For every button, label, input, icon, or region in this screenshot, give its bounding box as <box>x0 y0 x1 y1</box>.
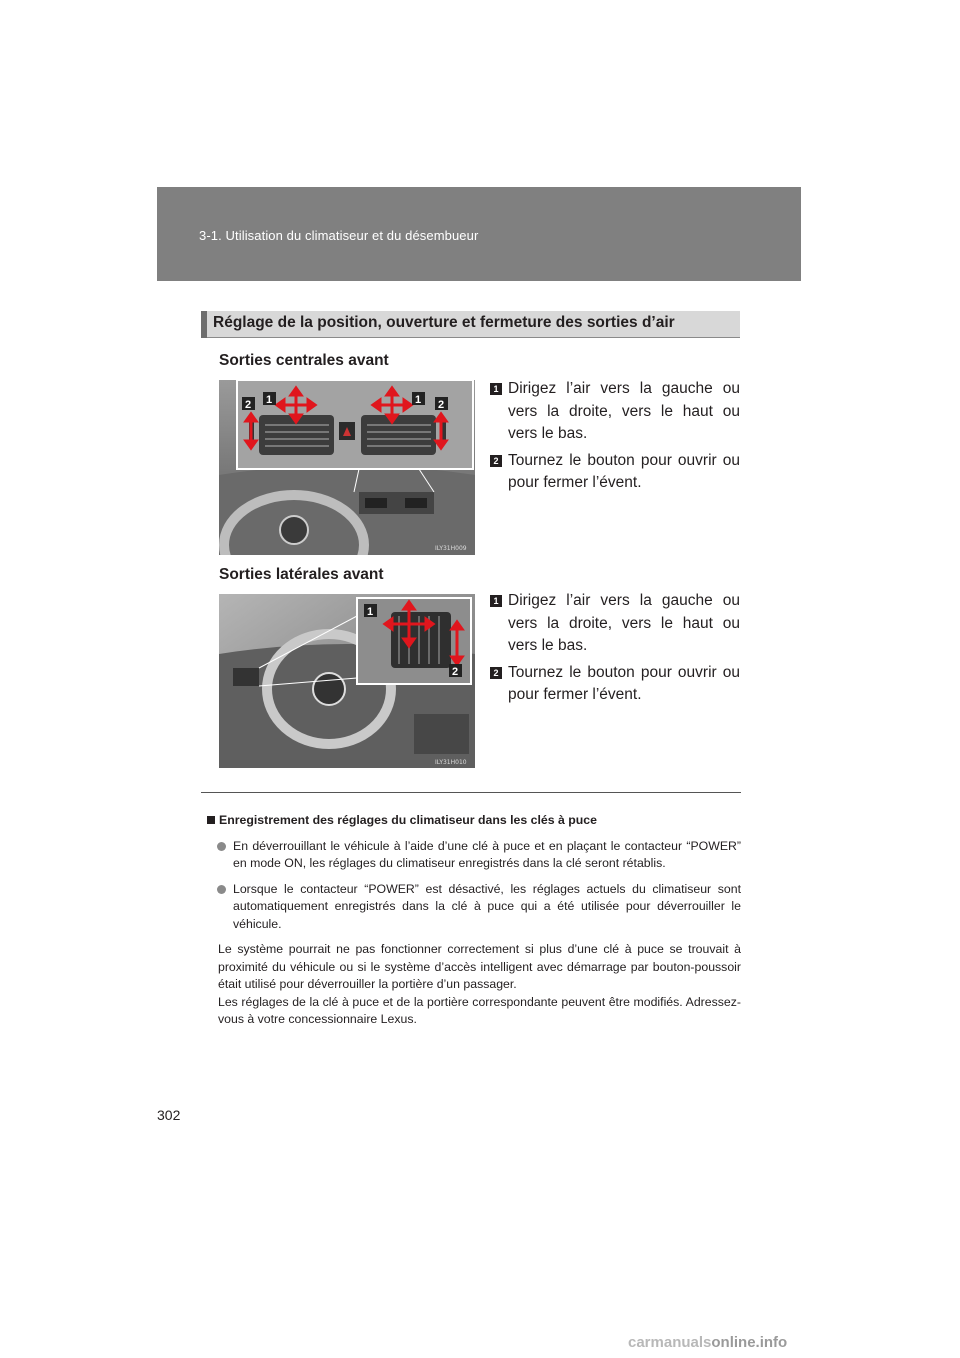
step-number-badge: 1 <box>490 383 502 395</box>
figure-code: ILY31H010 <box>435 759 467 766</box>
svg-text:1: 1 <box>415 394 422 406</box>
note-bullet-text: En déverrouillant le véhicule à l’aide d’une clé à puce et en plaçant le contacteur “POWER” en mode ON, les réglages du climatiseur enregistrés dans la clé seront rétablis. <box>233 838 741 870</box>
side-vents-heading: Sorties latérales avant <box>219 566 384 583</box>
step-2 <box>490 662 740 707</box>
note-bullet <box>207 838 741 873</box>
step-text: Dirigez l’air vers la gauche ou vers la droite, vers le haut ou vers le bas. <box>508 592 740 654</box>
bullet-dot-icon <box>217 885 226 894</box>
chapter-header <box>157 187 801 281</box>
section-title: Réglage de la position, ouverture et fermeture des sorties d’air <box>213 314 675 331</box>
divider <box>201 792 741 793</box>
step-text: Tournez le bouton pour ouvrir ou pour fermer l’évent. <box>508 663 740 703</box>
watermark-part2: online.info <box>711 1334 788 1351</box>
center-vents-figure <box>219 380 475 555</box>
step-1 <box>490 378 740 446</box>
step-2 <box>490 450 740 495</box>
side-vents-figure <box>219 594 475 768</box>
note-bullet <box>207 881 741 934</box>
notes-section <box>207 812 741 1029</box>
side-vents-instructions <box>490 590 740 711</box>
step-text: Tournez le bouton pour ouvrir ou pour fermer l’évent. <box>508 451 740 491</box>
note-paragraph: Les réglages de la clé à puce et de la portière correspondante peuvent être modifiés. Adressez-vous à votre concessionnaire Lexus. <box>218 994 741 1026</box>
step-1 <box>490 590 740 658</box>
square-bullet-icon <box>207 816 215 824</box>
figure-code: ILY31H009 <box>435 545 467 552</box>
step-number-badge: 1 <box>490 595 502 607</box>
bullet-dot-icon <box>217 842 226 851</box>
chapter-title: 3-1. Utilisation du climatiseur et du désembueur <box>199 228 479 243</box>
watermark-part1: carmanuals <box>628 1334 712 1351</box>
note-bullet-text: Lorsque le contacteur “POWER” est désactivé, les réglages actuels du climatiseur sont automatiquement enregistrés dans la clé à puce qui a été utilisée pour déverrouiller le véhicule. <box>233 881 741 931</box>
svg-text:2: 2 <box>438 399 445 411</box>
step-number-badge: 2 <box>490 667 502 679</box>
watermark[interactable] <box>628 1334 787 1351</box>
step-text: Dirigez l’air vers la gauche ou vers la droite, vers le haut ou vers le bas. <box>508 380 740 442</box>
page-number: 302 <box>157 1107 181 1123</box>
svg-text:1: 1 <box>367 606 374 618</box>
note-paragraph: Le système pourrait ne pas fonctionner correctement si plus d’une clé à puce se trouvait à proximité du véhicule ou si le système d’accès intelligent avec démarrage par bouton-poussoir était utilisé pour déverrouiller la portière d’un passager. <box>218 942 741 991</box>
center-vents-instructions <box>490 378 740 499</box>
svg-text:2: 2 <box>452 666 459 678</box>
notes-heading-text: Enregistrement des réglages du climatiseur dans les clés à puce <box>219 813 597 827</box>
step-number-badge: 2 <box>490 455 502 467</box>
svg-text:1: 1 <box>266 394 273 406</box>
center-vents-heading: Sorties centrales avant <box>219 352 389 369</box>
section-heading-bar <box>201 311 740 338</box>
notes-heading <box>207 812 741 830</box>
svg-text:2: 2 <box>245 399 252 411</box>
section-marker <box>201 311 207 338</box>
